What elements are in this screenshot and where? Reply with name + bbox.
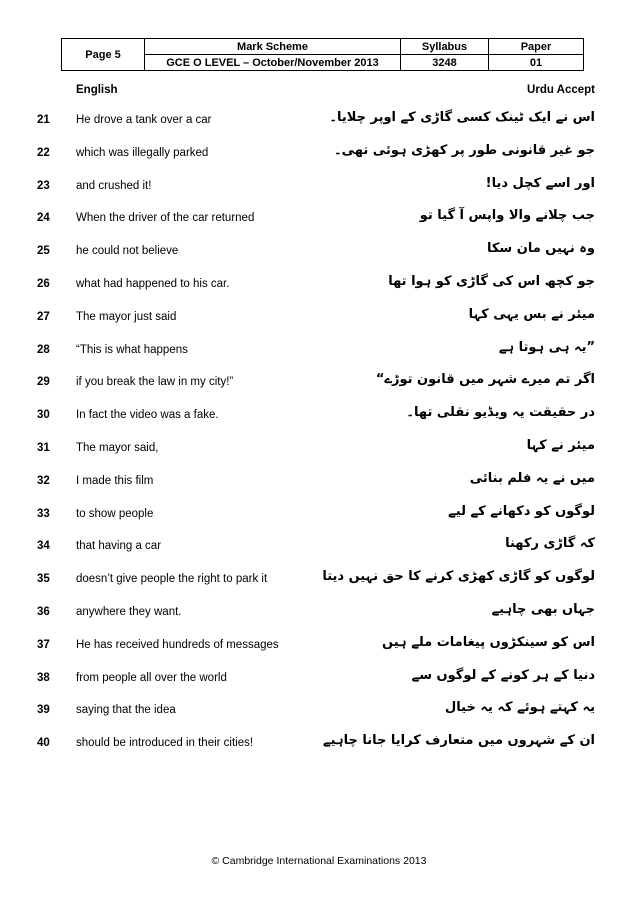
paper-value: 01 — [489, 55, 584, 71]
paper-label: Paper — [489, 39, 584, 55]
translation-row — [0, 110, 638, 132]
item-number: 26 — [37, 278, 50, 290]
urdu-text: لوگوں کو دکھانے کے لیے — [448, 503, 595, 519]
footer-copyright: © Cambridge International Examinations 2013 — [211, 855, 427, 867]
item-number: 29 — [37, 376, 50, 389]
page-number: Page 5 — [62, 39, 145, 71]
translation-row — [0, 176, 638, 198]
translation-row — [0, 635, 638, 657]
translation-row — [0, 602, 638, 624]
item-number: 28 — [37, 343, 50, 356]
syllabus-value: 3248 — [401, 55, 489, 71]
translation-row — [0, 340, 638, 362]
urdu-text: وہ نہیں مان سکا — [486, 241, 595, 257]
urdu-text: جب چلانے والا واپس آ گیا تو — [419, 208, 595, 224]
item-number: 30 — [37, 409, 50, 422]
item-number: 22 — [37, 146, 50, 159]
item-number: 40 — [37, 737, 50, 750]
translation-row — [0, 668, 638, 690]
english-text: The mayor just said — [76, 310, 177, 323]
english-column-heading: English — [76, 84, 118, 96]
translation-row — [0, 208, 638, 230]
urdu-text: میئر نے کہا — [526, 438, 595, 453]
translation-row — [0, 372, 638, 394]
urdu-column-heading: Urdu Accept — [527, 84, 595, 96]
english-text: from people all over the world — [76, 671, 227, 684]
urdu-text: ”یہ ہی ہوتا ہے — [498, 339, 595, 355]
urdu-text: اور اسے کچل دیا! — [485, 175, 595, 191]
item-number: 34 — [37, 540, 50, 553]
item-number: 37 — [37, 638, 50, 651]
english-text: anywhere they want. — [76, 606, 182, 618]
english-text: what had happened to his car. — [76, 278, 230, 290]
item-number: 25 — [37, 245, 50, 258]
item-number: 23 — [37, 179, 50, 192]
english-text: The mayor said, — [76, 442, 159, 454]
translation-row — [0, 405, 638, 427]
english-text: should be introduced in their cities! — [76, 737, 254, 750]
urdu-text: دنیا کے ہر کونے کے لوگوں سے — [411, 667, 595, 683]
urdu-text: یہ کہتے ہوئے کہ یہ خیال — [444, 700, 595, 716]
urdu-text: میئر نے بس یہی کہا — [468, 306, 595, 322]
english-text: and crushed it! — [76, 179, 152, 192]
item-number: 39 — [37, 704, 50, 717]
item-number: 35 — [37, 573, 50, 586]
urdu-text: کہ گاڑی رکھنا — [505, 536, 595, 552]
english-text: he could not believe — [76, 245, 179, 258]
urdu-text: اس نے ایک ٹینک کسی گاڑی کے اوپر چلایا۔ — [329, 110, 595, 125]
translation-row — [0, 733, 638, 755]
translation-row — [0, 143, 638, 165]
doc-subtitle: GCE O LEVEL – October/November 2013 — [145, 55, 401, 71]
english-text: He drove a tank over a car — [76, 114, 212, 126]
english-text: that having a car — [76, 540, 162, 553]
english-text: In fact the video was a fake. — [76, 409, 219, 422]
english-text: which was illegally parked — [76, 146, 209, 159]
translation-row — [0, 274, 638, 296]
item-number: 31 — [37, 442, 50, 454]
english-text: He has received hundreds of messages — [76, 638, 279, 651]
translation-row — [0, 536, 638, 558]
item-number: 33 — [37, 507, 50, 520]
english-text: doesn’t give people the right to park it — [76, 573, 268, 586]
translation-row — [0, 241, 638, 263]
item-number: 36 — [37, 606, 50, 618]
english-text: if you break the law in my city!” — [76, 376, 234, 389]
item-number: 38 — [37, 671, 50, 684]
urdu-text: اگر تم میرے شہر میں قانون توڑے“ — [375, 372, 595, 388]
english-text: “This is what happens — [76, 343, 188, 356]
item-number: 27 — [37, 310, 50, 323]
translation-row — [0, 471, 638, 493]
item-number: 21 — [37, 114, 50, 126]
urdu-text: در حقیقت یہ ویڈیو نقلی تھا۔ — [406, 405, 595, 421]
translation-row — [0, 700, 638, 722]
translation-row — [0, 307, 638, 329]
urdu-text: اس کو سینکڑوں پیغامات ملے ہیں — [382, 634, 595, 650]
urdu-text: جہاں بھی چاہیے — [491, 602, 595, 617]
header-table — [61, 38, 584, 71]
urdu-text: میں نے یہ فلم بنائی — [469, 470, 595, 486]
urdu-text: لوگوں کو گاڑی کھڑی کرنے کا حق نہیں دیتا — [322, 569, 595, 585]
item-number: 24 — [37, 212, 50, 225]
urdu-text: جو کچھ اس کی گاڑی کو ہوا تھا — [388, 274, 595, 289]
urdu-text: ان کے شہروں میں متعارف کرایا جانا چاہیے — [323, 733, 595, 749]
english-text: I made this film — [76, 474, 154, 487]
english-text: When the driver of the car returned — [76, 212, 255, 225]
translation-row — [0, 569, 638, 591]
translation-row — [0, 438, 638, 460]
english-text: saying that the idea — [76, 704, 176, 717]
item-number: 32 — [37, 474, 50, 487]
doc-title: Mark Scheme — [145, 39, 401, 55]
english-text: to show people — [76, 507, 154, 520]
translation-row — [0, 504, 638, 526]
syllabus-label: Syllabus — [401, 39, 489, 55]
urdu-text: جو غیر قانونی طور پر کھڑی ہوئی تھی۔ — [334, 142, 595, 158]
